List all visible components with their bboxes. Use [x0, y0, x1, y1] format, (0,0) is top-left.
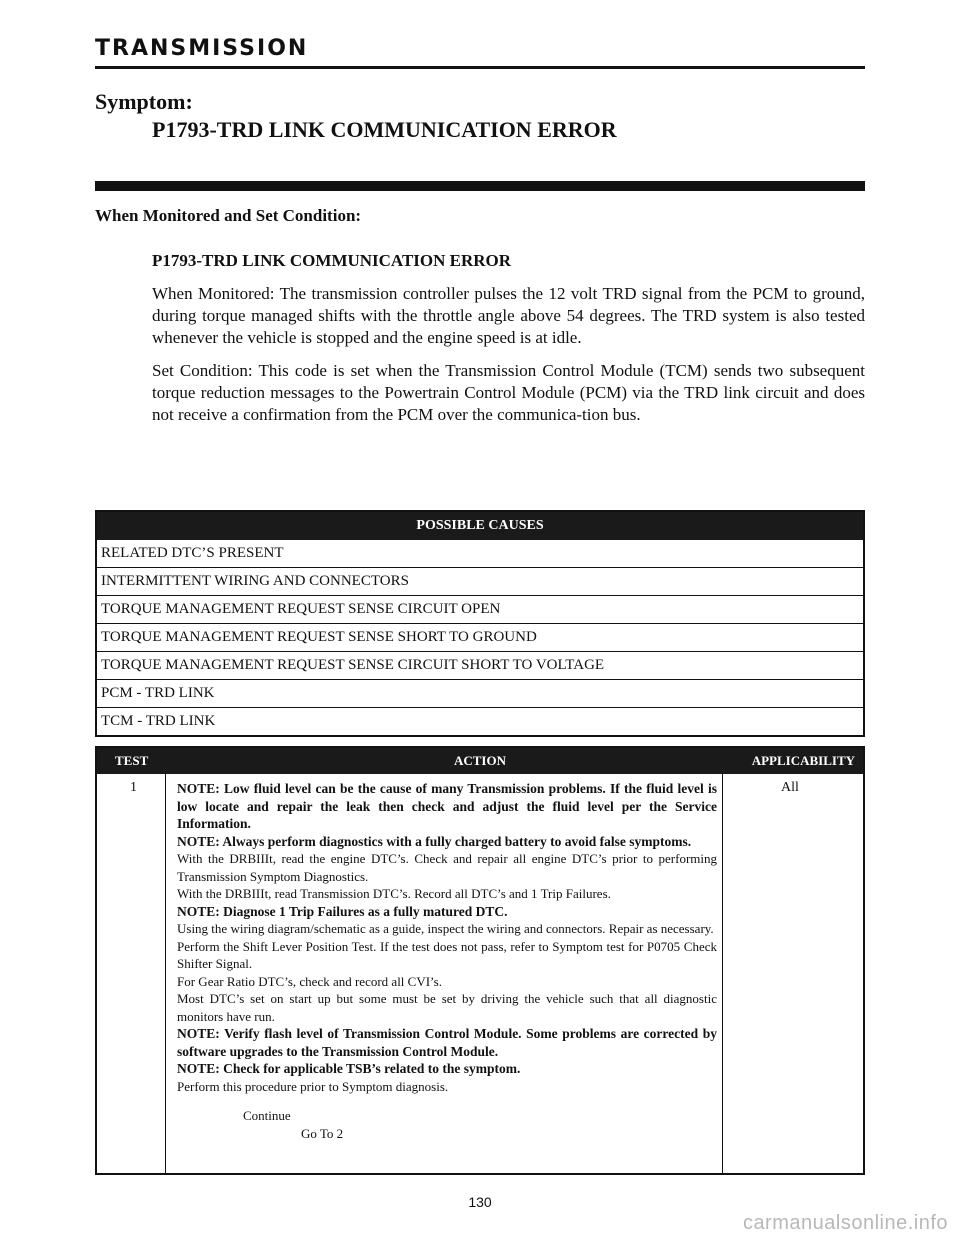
when-monitored-text: When Monitored: The transmission controller pulses the 12 volt TRD signal from the PCM to ground, during torque managed shifts with the throttle angle above 54 degrees. The TRD system is also tested whenever the vehicle is stopped and the engine speed is at idle.	[152, 284, 865, 347]
cause-item: TORQUE MANAGEMENT REQUEST SENSE CIRCUIT SHORT TO VOLTAGE	[97, 651, 863, 679]
symptom-code: P1793-TRD LINK COMMUNICATION ERROR	[152, 117, 617, 142]
cause-item: INTERMITTENT WIRING AND CONNECTORS	[97, 567, 863, 595]
applicability-value: All	[781, 780, 799, 795]
set-condition-text: Set Condition: This code is set when the Transmission Control Module (TCM) sends two subsequent torque reduction messages to the Powertrain Control Module (PCM) via the TRD link circuit and does not receive a confirmation from the PCM over the communica-tion bus.	[152, 361, 865, 424]
watermark: carmanualsonline.info	[742, 1212, 948, 1234]
section-header	[95, 34, 865, 69]
goto-label: Go To 2	[301, 1125, 344, 1141]
action-note: NOTE: Diagnose 1 Trip Failures as a fully matured DTC.	[177, 903, 508, 919]
cause-item: RELATED DTC’S PRESENT	[101, 545, 284, 561]
monitored-heading: When Monitored and Set Condition:	[95, 206, 362, 225]
action-step: With the DRBIIIt, read Transmission DTC’s. Record all DTC’s and 1 Trip Failures.	[177, 886, 611, 901]
continue-label: Continue	[243, 1108, 291, 1123]
possible-causes-header: POSSIBLE CAUSES	[97, 512, 863, 540]
monitored-body	[152, 250, 865, 437]
action-note: NOTE: Check for applicable TSB’s related to the symptom.	[177, 1061, 521, 1076]
section-divider	[95, 66, 865, 69]
action-cell	[177, 780, 717, 1142]
cause-item: TCM - TRD LINK	[97, 707, 863, 735]
action-note: NOTE: Low fluid level can be the cause of many Transmission problems. If the fluid level is low locate and repair the leak then check and adjust the fluid level per the Service Information.	[177, 781, 717, 831]
action-step: For Gear Ratio DTC’s, check and record all CVI’s.	[177, 973, 442, 989]
test-action-table	[95, 746, 865, 1175]
action-step: Most DTC’s set on start up but some must be set by driving the vehicle such that all diagnostic monitors have run.	[177, 991, 717, 1024]
symptom-label: Symptom:	[95, 89, 193, 114]
page-number: 130	[468, 1194, 492, 1210]
action-step: With the DRBIIIt, read the engine DTC’s. Check and repair all engine DTC’s prior to performing Transmission Symptom Diagnostics.	[177, 851, 717, 884]
possible-causes-list	[97, 540, 863, 735]
header-applicability: APPLICABILITY	[751, 753, 855, 768]
possible-causes-table	[95, 510, 865, 737]
action-note: NOTE: Always perform diagnostics with a fully charged battery to avoid false symptoms.	[177, 833, 692, 849]
thick-divider	[95, 181, 865, 191]
cause-item: TORQUE MANAGEMENT REQUEST SENSE CIRCUIT OPEN	[97, 595, 863, 623]
action-step: Using the wiring diagram/schematic as a guide, inspect the wiring and connectors. Repair as necessary.	[177, 921, 714, 936]
cause-item: PCM - TRD LINK	[97, 679, 863, 707]
test-row	[97, 774, 863, 1173]
test-number: 1	[130, 780, 137, 795]
section-title: TRANSMISSION	[95, 36, 309, 61]
header-test: TEST	[115, 753, 149, 768]
symptom-block	[95, 88, 865, 144]
test-table-header	[97, 748, 863, 774]
header-action: ACTION	[453, 753, 506, 768]
column-divider	[722, 774, 723, 1173]
column-divider	[165, 774, 166, 1173]
action-step: Perform this procedure prior to Symptom diagnosis.	[177, 1078, 449, 1094]
action-note: NOTE: Verify flash level of Transmission Control Module. Some problems are corrected by software upgrades to the Transmission Control Module.	[177, 1026, 717, 1059]
monitored-code: P1793-TRD LINK COMMUNICATION ERROR	[152, 251, 512, 270]
cause-item: TORQUE MANAGEMENT REQUEST SENSE SHORT TO GROUND	[97, 623, 863, 651]
action-step: Perform the Shift Lever Position Test. If the test does not pass, refer to Symptom test for P0705 Check Shifter Signal.	[177, 938, 717, 971]
